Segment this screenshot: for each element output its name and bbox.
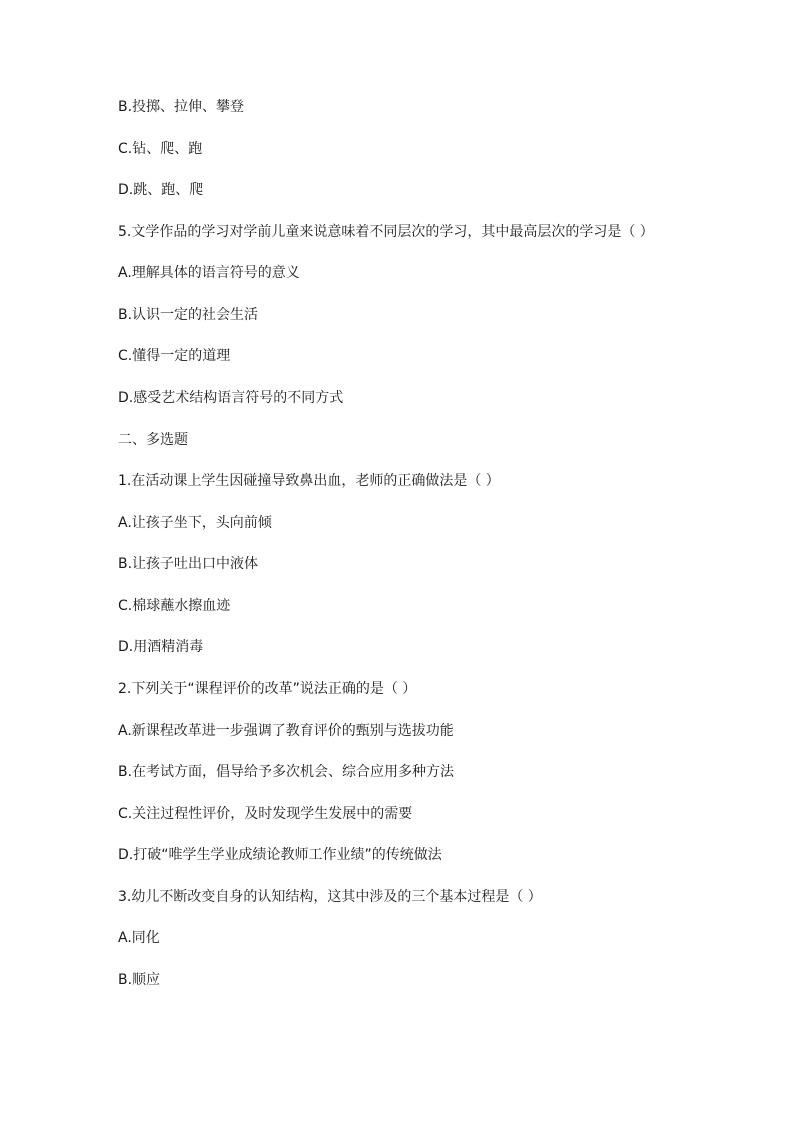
option-a-line: A.同化 [118,930,160,946]
question-3: 3.幼儿不断改变自身的认知结构，这其中涉及的三个基本过程是（ ） [118,889,542,905]
option-a-line: A.新课程改革进一步强调了教育评价的甄别与选拔功能 [118,723,454,739]
option-c-line: C.关注过程性评价，及时发现学生发展中的需要 [118,806,413,822]
question-2: 2.下列关于“课程评价的改革”说法正确的是（ ） [118,681,417,697]
option-d-line: D.打破“唯学生学业成绩论教师工作业绩”的传统做法 [118,847,442,863]
option-d-line: D.用酒精消毒 [118,639,204,655]
option-b-line: B.投掷、拉伸、攀登 [118,99,245,115]
option-a-line: A.理解具体的语言符号的意义 [118,265,300,281]
option-c-line: C.懂得一定的道理 [118,348,231,364]
option-a-line: A.让孩子坐下，头向前倾 [118,515,272,531]
option-c-line: C.钻、爬、跑 [118,141,203,157]
option-d-line: D.跳、跑、爬 [118,182,204,198]
question-1: 1.在活动课上学生因碰撞导致鼻出血，老师的正确做法是（ ） [118,473,500,489]
question-5: 5.文学作品的学习对学前儿童来说意味着不同层次的学习，其中最高层次的学习是（ ） [118,224,654,240]
option-b-line: B.顺应 [118,972,161,988]
option-c-line: C.棉球蘸水擦血迹 [118,598,231,614]
option-b-line: B.认识一定的社会生活 [118,307,259,323]
option-b-line: B.在考试方面，倡导给予多次机会、综合应用多种方法 [118,764,455,780]
option-d-line: D.感受艺术结构语言符号的不同方式 [118,390,344,406]
option-b-line: B.让孩子吐出口中液体 [118,556,259,572]
section-heading: 二、多选题 [118,432,188,448]
